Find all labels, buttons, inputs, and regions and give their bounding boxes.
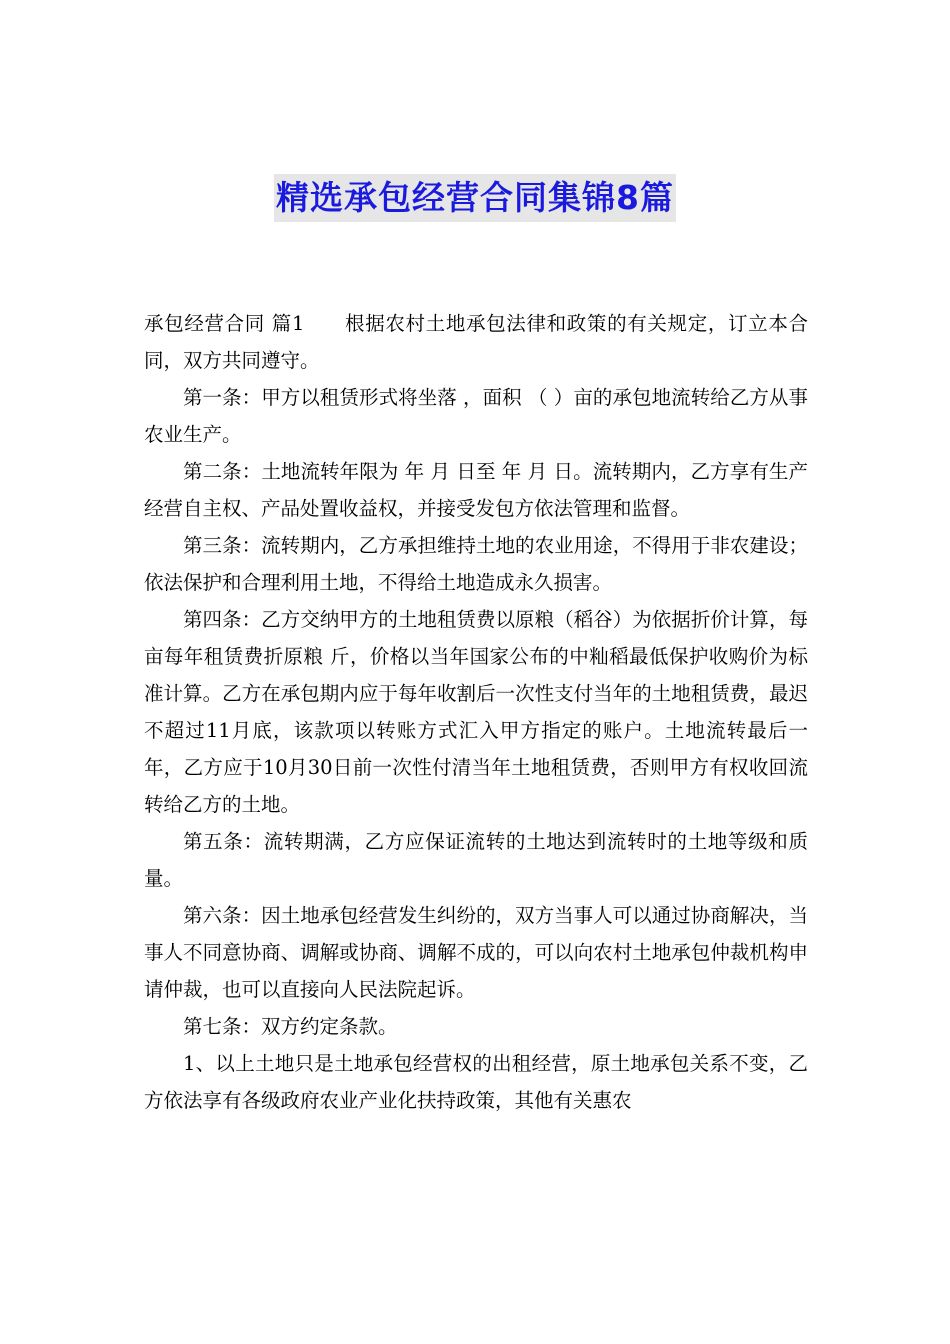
- paragraph: 第七条：双方约定条款。: [183, 1015, 398, 1038]
- document-title: 精选承包经营合同集锦8篇: [274, 174, 676, 222]
- section-heading: 承包经营合同 篇1: [144, 312, 305, 335]
- paragraph: 第四条：乙方交纳甲方的土地租赁费以原粮（稻谷）为依据折价计算，每亩每年租赁费折原粮 斤，价格以当年国家公布的中籼稻最低保护收购价为标准计算。乙方在承包期内应于每年收割后一次性支付当年的土地租赁费，最迟不超过11月底，该款项以转账方式汇入甲方指定的账户。土地流转最后一年，乙方应于10月30日前一次性付清当年土地租赁费，否则甲方有权收回流转给乙方的土地。: [144, 608, 808, 816]
- paragraph: 第三条：流转期内，乙方承担维持土地的农业用途，不得用于非农建设；依法保护和合理利用土地，不得给土地造成永久损害。: [144, 534, 808, 594]
- paragraph: 第五条：流转期满，乙方应保证流转的土地达到流转时的土地等级和质量。: [144, 830, 808, 890]
- paragraph-intro: [144, 305, 808, 379]
- paragraph: 第六条：因土地承包经营发生纠纷的，双方当事人可以通过协商解决，当事人不同意协商、调解或协商、调解不成的，可以向农村土地承包仲裁机构申请仲裁，也可以直接向人民法院起诉。: [144, 904, 808, 1001]
- title-block: [0, 174, 950, 222]
- paragraph: 1、以上土地只是土地承包经营权的出租经营，原土地承包关系不变，乙方依法享有各级政府农业产业化扶持政策，其他有关惠农: [144, 1052, 808, 1112]
- paragraph: 第一条：甲方以租赁形式将坐落 ，面积 （ ）亩的承包地流转给乙方从事农业生产。: [144, 386, 808, 446]
- document-body: [144, 305, 808, 1119]
- paragraph-text: 根据农村土地承包法律和政策的有关规定，订立本合同，双方共同遵守。: [144, 312, 808, 372]
- paragraph: 第二条：土地流转年限为 年 月 日至 年 月 日。流转期内，乙方享有生产经营自主权、产品处置收益权，并接受发包方依法管理和监督。: [144, 460, 808, 520]
